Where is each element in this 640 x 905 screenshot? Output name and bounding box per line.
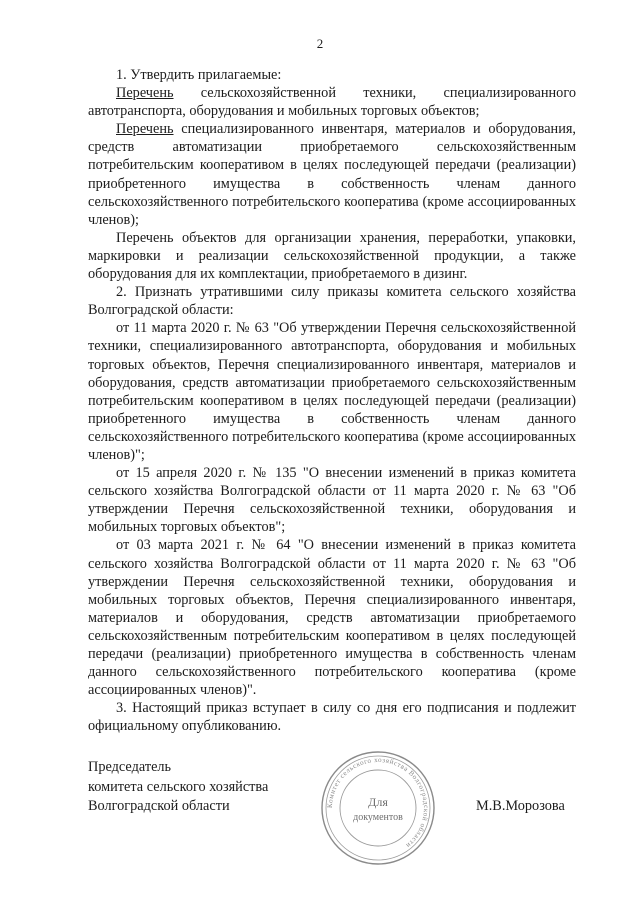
signer-name: М.В.Морозова — [476, 798, 565, 814]
item-3: 3. Настоящий приказ вступает в силу со дня его подписания и подлежит официальному опубликованию. — [88, 700, 576, 735]
signer-title-line-2: комитета сельского хозяйства — [88, 778, 269, 795]
list-1-link[interactable]: Перечень — [116, 85, 174, 102]
document-body — [88, 66, 576, 735]
repealed-order-3: от 03 марта 2021 г. № 64 "О внесении изменений в приказ комитета сельского хозяйства Волгоградской области от 11 марта 2020 г. № 63 "Об утверждении Перечня сельскохозяйственной техники, оборудования и мобильных торговых объектов, Перечня специализированного инвентаря, материалов и оборудования, средств автоматизации приобретаемого сельскохозяйственным потребительским кооперативом в целях последующей передачи (реализации) приобретенного имущества в собственность членам данного сельскохозяйственного потребительского кооператива (кроме ассоциированных членов)". — [88, 537, 576, 699]
item-1-list-2 — [88, 120, 576, 229]
item-1-list-1 — [88, 84, 576, 120]
signer-title-line-1: Председатель — [88, 759, 172, 775]
item-2-intro: 2. Признать утратившими силу приказы комитета сельского хозяйства Волгоградской области: — [88, 284, 576, 319]
stamp-ring-text: Комитет сельского хозяйства Волгоградской области — [325, 755, 431, 850]
item-1-list-3: Перечень объектов для организации хранения, переработки, упаковки, маркировки и реализации сельскохозяйственной продукции, а также оборудования для их комплектации, приобретаемого в дизинг. — [88, 229, 576, 283]
stamp-center-line-1: Для — [368, 795, 388, 809]
repealed-order-1: от 11 марта 2020 г. № 63 "Об утверждении Перечня сельскохозяйственной техники, специализированного автотранспорта, оборудования и мобильных торговых объектов, Перечня специализированного инвентаря, материалов и оборудования, средств автоматизации приобретаемого сельскохозяйственным потребительским кооперативом в целях последующей передачи (реализации) приобретенного имущества в собственность членам данного сельскохозяйственного потребительского кооператива (кроме ассоциированных членов)"; — [88, 320, 576, 463]
page-number: 2 — [316, 36, 324, 51]
list-1-text: сельскохозяйственной техники, специализированного автотранспорта, оборудования и мобильных торговых объектов; — [88, 85, 576, 120]
list-2-link[interactable]: Перечень — [116, 121, 174, 138]
signature-block — [88, 758, 268, 817]
list-2-text: специализированного инвентаря, материалов и оборудования, средств автоматизации приобретаемого сельскохозяйственным потребительским кооперативом в целях последующей передачи (реализации) приобретенного имущества в собственность членам данного сельскохозяйственного потребительского кооператива (кроме ассоциированных членов); — [88, 121, 576, 228]
repealed-order-2: от 15 апреля 2020 г. № 135 "О внесении изменений в приказ комитета сельского хозяйства Волгоградской области от 11 марта 2020 г. № 63 "Об утверждении Перечня сельскохозяйственной техники, оборудования и мобильных торговых объектов"; — [88, 465, 576, 536]
stamp-center-line-2: документов — [353, 812, 403, 823]
item-1-intro: 1. Утвердить прилагаемые: — [116, 67, 282, 83]
signer-title-line-3: Волгоградской области — [88, 798, 230, 814]
official-stamp-icon — [318, 748, 438, 868]
